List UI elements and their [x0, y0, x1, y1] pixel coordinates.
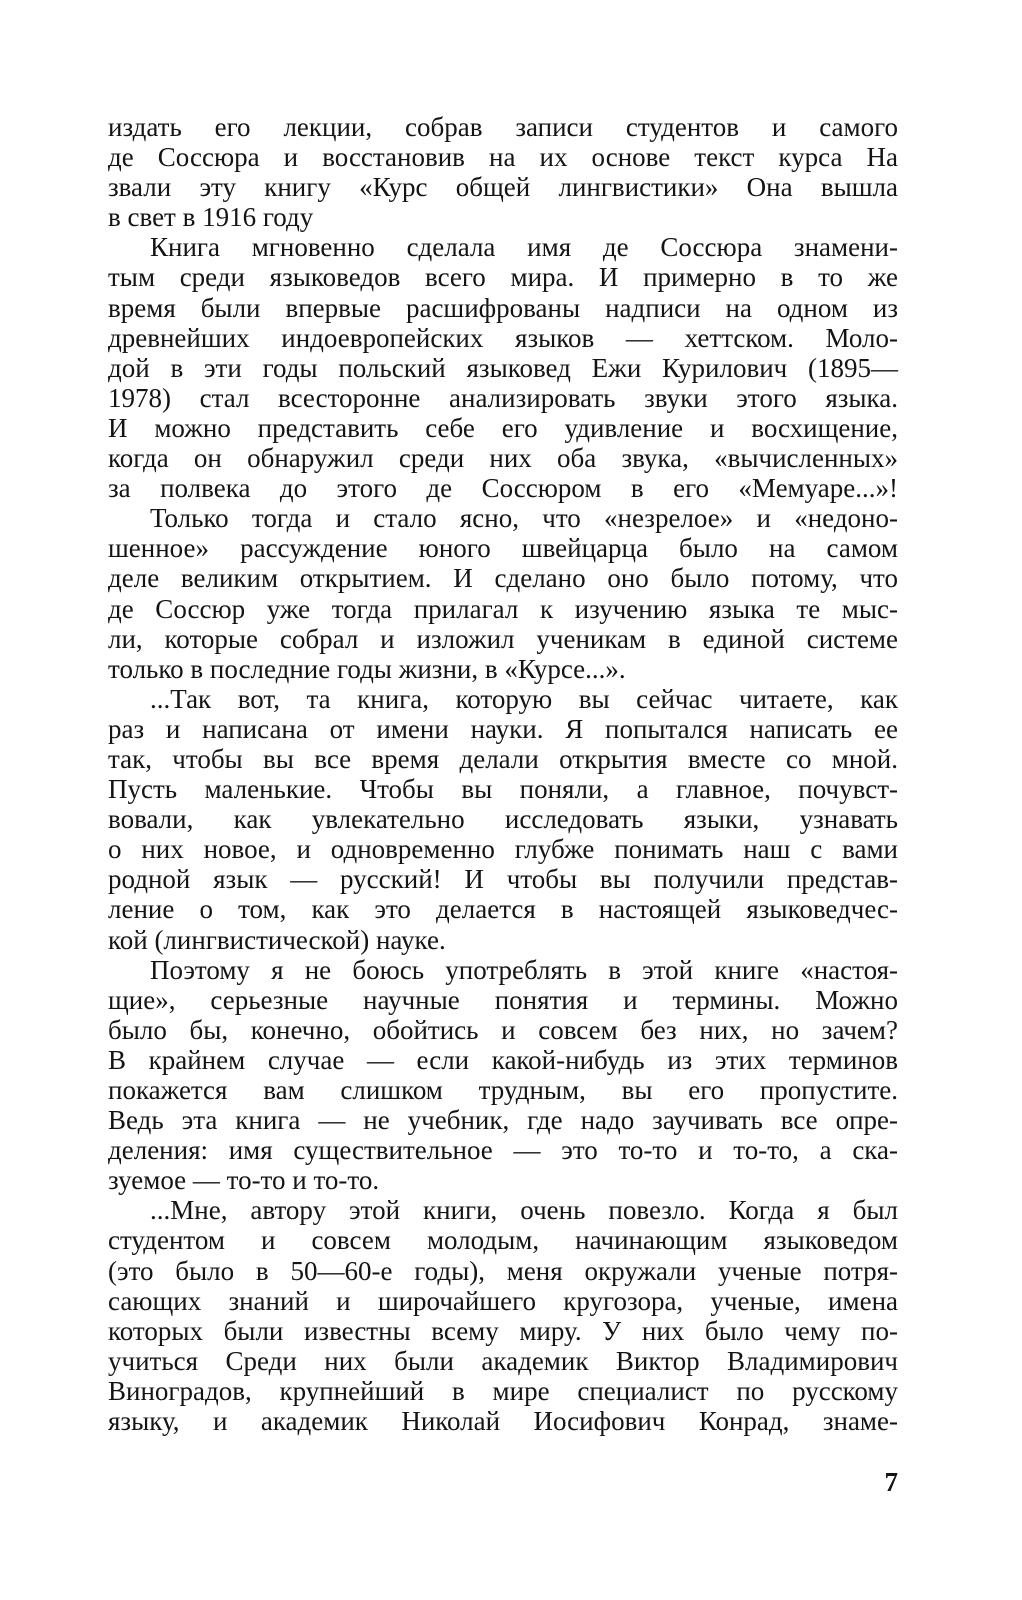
text-line: В крайнем случае — если какой-нибудь из этих терминов [108, 1044, 898, 1075]
text-line: де Соссюра и восстановив на их основе текст курса На [108, 142, 898, 173]
text-line: тым среди языковедов всего мира. И примерно в то же [108, 262, 898, 293]
text-line: в свет в 1916 году [108, 202, 314, 233]
text-line: когда он обнаружил среди них оба звука, «вычисленных» [108, 443, 898, 474]
text-line: родной язык — русский! И чтобы вы получили представ- [108, 864, 898, 895]
text-line: древнейших индоевропейских языков — хеттском. Моло- [108, 322, 898, 353]
text-line: только в последние годы жизни, в «Курсе...». [108, 653, 626, 684]
text-line: студентом и совсем молодым, начинающим языковедом [108, 1225, 898, 1256]
text-line: вовали, как увлекательно исследовать языки, узнавать [108, 804, 898, 835]
text-line: И можно представить себе его удивление и восхищение, [108, 412, 898, 443]
text-line: Книга мгновенно сделала имя де Соссюра знамени- [150, 232, 898, 263]
text-line: шенное» рассуждение юного швейцарца было на самом [108, 533, 898, 564]
text-line: о них новое, и одновременно глубже понимать наш с вами [108, 834, 898, 865]
text-line: так, чтобы вы все время делали открытия вместе со мной. [108, 743, 898, 774]
text-line: учиться Среди них были академик Виктор Владимирович [108, 1345, 898, 1376]
text-line: де Соссюр уже тогда прилагал к изучению языка те мыс- [108, 593, 898, 624]
text-line: было бы, конечно, обойтись и совсем без них, но зачем? [108, 1014, 898, 1045]
text-line: ли, которые собрал и изложил ученикам в единой системе [108, 623, 898, 654]
text-line: сающих знаний и широчайшего кругозора, ученые, имена [108, 1285, 898, 1316]
text-line: щие», серьезные научные понятия и термины. Можно [108, 984, 898, 1015]
text-line: ление о том, как это делается в настоящей языковедчес- [108, 894, 898, 925]
text-line: за полвека до этого де Соссюром в его «Мемуаре...»! [108, 473, 898, 504]
text-line: Виноградов, крупнейший в мире специалист по русскому [108, 1375, 898, 1406]
text-line: Только тогда и стало ясно, что «незрелое» и «недоно- [150, 503, 898, 534]
text-line: время были впервые расшифрованы надписи на одном из [108, 292, 898, 323]
text-line: Пусть маленькие. Чтобы вы поняли, а главное, почувст- [108, 774, 898, 805]
text-line: звали эту книгу «Курс общей лингвистики» Она вышла [108, 172, 898, 203]
text-line: деления: имя существительное — это то-то и то-то, а ска- [108, 1135, 898, 1166]
text-line: Поэтому я не боюсь употреблять в этой книге «настоя- [150, 954, 898, 985]
text-line: деле великим открытием. И сделано оно было потому, что [108, 563, 898, 594]
body-text [108, 112, 898, 1436]
text-line: кой (лингвистической) науке. [108, 924, 446, 955]
text-line: раз и написана от имени науки. Я попытался написать ее [108, 713, 898, 744]
text-line: которых были известны всему миру. У них было чему по- [108, 1315, 898, 1346]
text-line: Ведь эта книга — не учебник, где надо заучивать все опре- [108, 1105, 898, 1136]
text-line: дой в эти годы польский языковед Ежи Курилович (1895— [108, 352, 898, 383]
text-line: 1978) стал всесторонне анализировать звуки этого языка. [108, 382, 898, 413]
text-line: зуемое — то-то и то-то. [108, 1165, 380, 1196]
text-line: ...Мне, автору этой книги, очень повезло. Когда я был [150, 1195, 898, 1226]
text-line: издать его лекции, собрав записи студентов и самого [108, 112, 898, 142]
page-number: 7 [884, 1467, 898, 1497]
text-line: языку, и академик Николай Иосифович Конрад, знаме- [108, 1406, 898, 1437]
text-line: (это было в 50—60-е годы), меня окружали ученые потря- [108, 1255, 898, 1286]
text-line: ...Так вот, та книга, которую вы сейчас читаете, как [150, 683, 898, 714]
text-line: покажется вам слишком трудным, вы его пропустите. [108, 1075, 898, 1105]
